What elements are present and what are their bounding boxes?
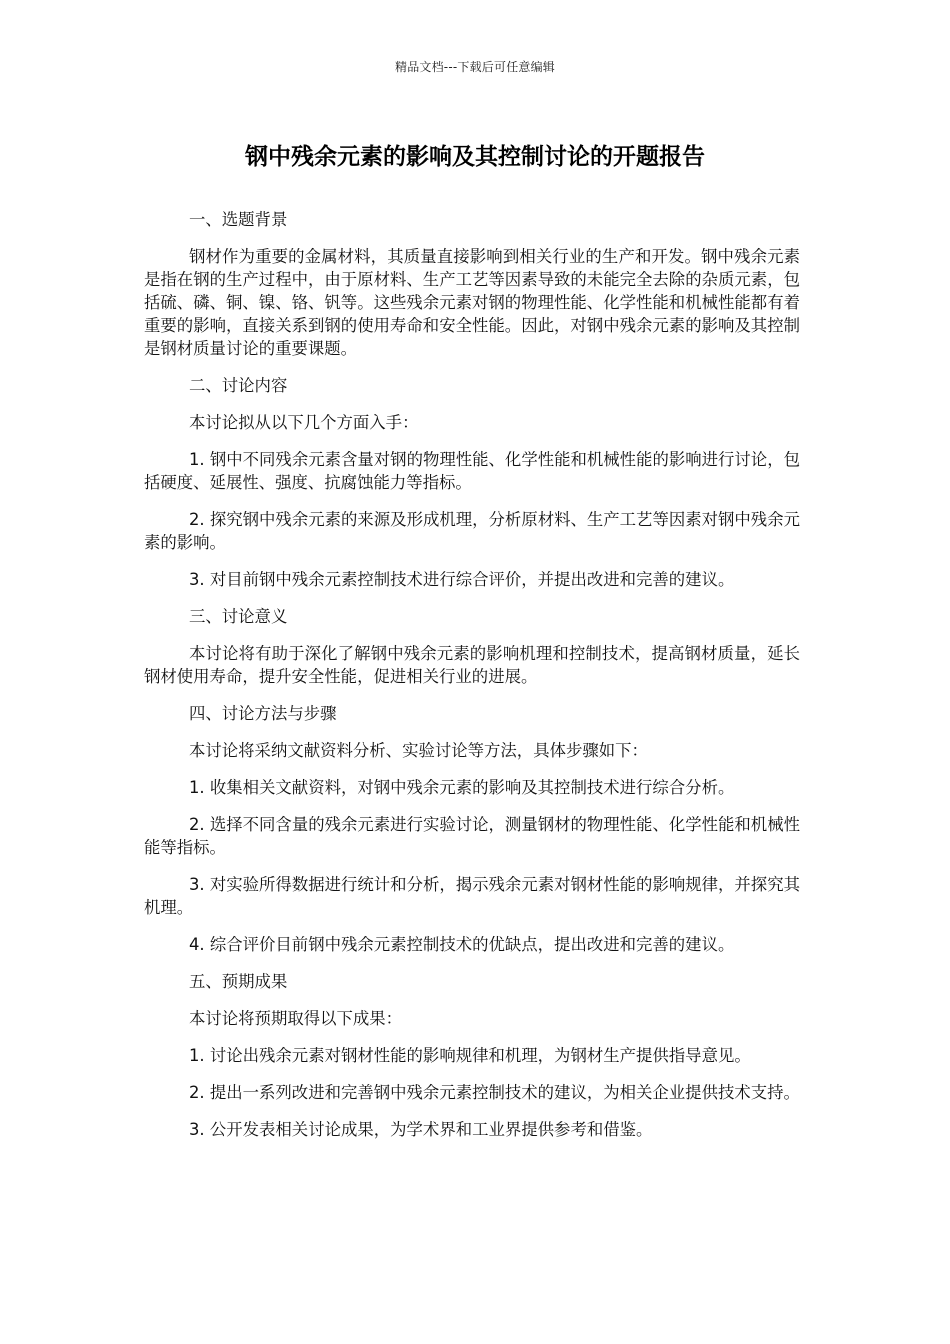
section-heading-background: 一、选题背景 [189, 210, 288, 229]
list-item-content-3: 3. 对目前钢中残余元素控制技术进行综合评价，并提出改进和完善的建议。 [189, 570, 735, 589]
section-heading-outcomes: 五、预期成果 [189, 972, 288, 991]
list-item-outcomes-2: 2. 提出一系列改进和完善钢中残余元素控制技术的建议，为相关企业提供技术支持。 [189, 1083, 800, 1102]
section-heading-methods: 四、讨论方法与步骤 [189, 704, 337, 723]
list-item-content-2: 2. 探究钢中残余元素的来源及形成机理，分析原材料、生产工艺等因素对钢中残余元素的影响。 [144, 510, 800, 552]
paragraph-content-intro: 本讨论拟从以下几个方面入手： [189, 413, 419, 432]
header-note: 精品文档---下载后可任意编辑 [395, 60, 555, 74]
paragraph-methods-intro: 本讨论将采纳文献资料分析、实验讨论等方法，具体步骤如下： [189, 741, 648, 760]
paragraph-background: 钢材作为重要的金属材料，其质量直接影响到相关行业的生产和开发。钢中残余元素是指在钢的生产过程中，由于原材料、生产工艺等因素导致的未能完全去除的杂质元素，包括硫、磷、铜、镍、铬、钒等。这些残余元素对钢的物理性能、化学性能和机械性能都有着重要的影响，直接关系到钢的使用寿命和安全性能。因此，对钢中残余元素的影响及其控制是钢材质量讨论的重要课题。 [144, 247, 800, 358]
document-body [144, 208, 800, 1155]
list-item-methods-1: 1. 收集相关文献资料，对钢中残余元素的影响及其控制技术进行综合分析。 [189, 778, 735, 797]
paragraph-outcomes-intro: 本讨论将预期取得以下成果： [189, 1009, 403, 1028]
list-item-content-1: 1. 钢中不同残余元素含量对钢的物理性能、化学性能和机械性能的影响进行讨论，包括硬度、延展性、强度、抗腐蚀能力等指标。 [144, 450, 800, 492]
document-title: 钢中残余元素的影响及其控制讨论的开题报告 [245, 144, 705, 170]
paragraph-significance: 本讨论将有助于深化了解钢中残余元素的影响机理和控制技术，提高钢材质量，延长钢材使用寿命，提升安全性能，促进相关行业的进展。 [144, 644, 800, 686]
list-item-methods-4: 4. 综合评价目前钢中残余元素控制技术的优缺点，提出改进和完善的建议。 [189, 935, 735, 954]
section-heading-content: 二、讨论内容 [189, 376, 288, 395]
list-item-methods-3: 3. 对实验所得数据进行统计和分析，揭示残余元素对钢材性能的影响规律，并探究其机理。 [144, 875, 800, 917]
list-item-methods-2: 2. 选择不同含量的残余元素进行实验讨论，测量钢材的物理性能、化学性能和机械性能等指标。 [144, 815, 800, 857]
section-heading-significance: 三、讨论意义 [189, 607, 288, 626]
list-item-outcomes-1: 1. 讨论出残余元素对钢材性能的影响规律和机理，为钢材生产提供指导意见。 [189, 1046, 751, 1065]
list-item-outcomes-3: 3. 公开发表相关讨论成果，为学术界和工业界提供参考和借鉴。 [189, 1120, 653, 1139]
